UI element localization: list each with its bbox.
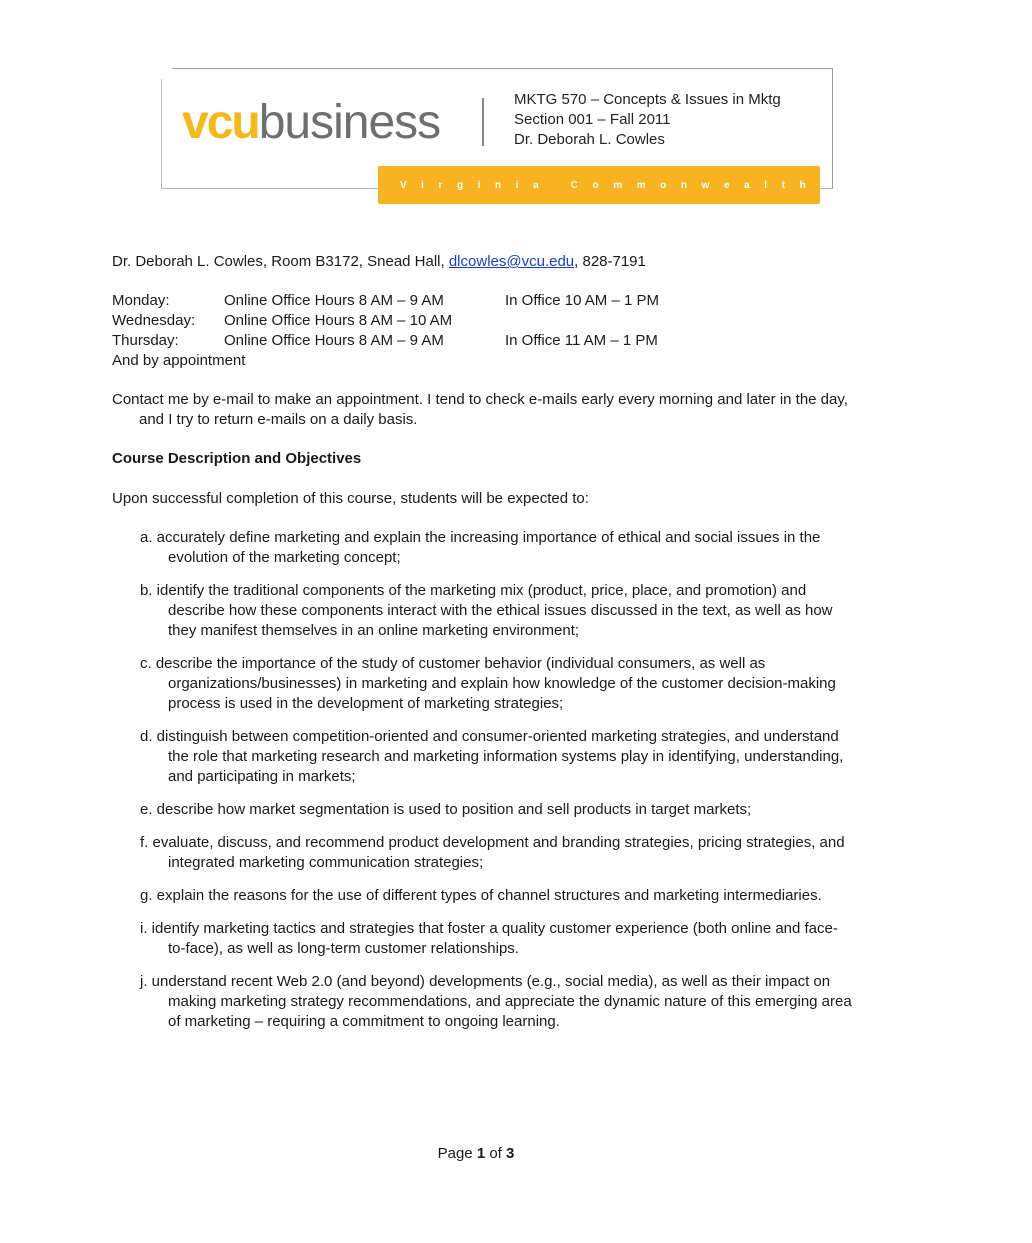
instructor-contact-line [112, 252, 852, 272]
section-heading: Course Description and Objectives [112, 450, 362, 467]
objectives-list [112, 528, 852, 1032]
office-hours-day: Thursday: [112, 332, 179, 349]
office-hours-row [112, 291, 852, 311]
page-label: Page [437, 1145, 473, 1162]
office-hours-day: Monday: [112, 292, 170, 309]
office-hours-online: Online Office Hours 8 AM – 9 AM [224, 292, 444, 309]
course-title: MKTG 570 – Concepts & Issues in Mktg [514, 91, 781, 108]
objective-item: e. describe how market segmentation is used to position and sell products in target markets; [140, 801, 752, 818]
vcu-business-logo [182, 95, 440, 151]
objective-item: c. describe the importance of the study of customer behavior (individual consumers, as well as organizations/businesses) in marketing and explain how knowledge of the customer decision-making process is used in the development of marketing strategies; [140, 655, 836, 712]
office-hours-online: Online Office Hours 8 AM – 10 AM [224, 312, 453, 329]
objective-item: d. distinguish between competition-oriented and consumer-oriented marketing strategies, and understand the role that marketing research and marketing information systems play in identifying, understanding, and participating in markets; [140, 728, 844, 785]
document-body [112, 252, 852, 1045]
objective-item: a. accurately define marketing and explain the increasing importance of ethical and social issues in the evolution of the marketing concept; [140, 529, 821, 566]
objective-item: g. explain the reasons for the use of different types of channel structures and marketing intermediaries. [140, 887, 822, 904]
of-label: of [489, 1145, 502, 1162]
current-page: 1 [476, 1145, 486, 1162]
office-hours-row [112, 331, 852, 351]
course-section: Section 001 – Fall 2011 [514, 111, 671, 128]
objective-item: b. identify the traditional components of the marketing mix (product, price, place, and promotion) and describe how these components interact with the ethical issues discussed in the text, as well as how they manifest themselves in an online marketing environment; [140, 582, 833, 639]
course-info [514, 90, 781, 150]
logo-divider [482, 98, 484, 146]
email-link[interactable]: dlcowles@vcu.edu [448, 253, 575, 270]
office-hours-day: Wednesday: [112, 312, 196, 329]
university-banner: Virginia Commonwealth University [378, 166, 820, 204]
contact-prefix: Dr. Deborah L. Cowles, Room B3172, Snead Hall, [112, 253, 449, 270]
appointment-note: And by appointment [112, 352, 246, 369]
logo-business-text: business [258, 96, 441, 149]
logo-vcu-text: vcu [182, 96, 259, 149]
objective-item: f. evaluate, discuss, and recommend product development and branding strategies, pricing strategies, and integrated marketing communication strategies; [140, 834, 845, 871]
total-pages: 3 [506, 1145, 515, 1162]
objectives-intro: Upon successful completion of this course, students will be expected to: [112, 490, 589, 507]
office-hours-in-office: In Office 11 AM – 1 PM [505, 332, 658, 349]
office-hours-table [112, 291, 852, 351]
page-number-footer [0, 1145, 952, 1162]
contact-phone: , 828-7191 [574, 253, 646, 270]
objective-item: j. understand recent Web 2.0 (and beyond) developments (e.g., social media), as well as their impact on making marketing strategy recommendations, and appreciate the dynamic nature of this emerging area of marketing – requiring a commitment to ongoing learning. [140, 973, 852, 1030]
contact-paragraph: Contact me by e-mail to make an appointment. I tend to check e-mails early every morning and later in the day, and I try to return e-mails on a daily basis. [112, 391, 848, 428]
office-hours-online: Online Office Hours 8 AM – 9 AM [224, 332, 444, 349]
office-hours-row [112, 311, 852, 331]
objective-item: i. identify marketing tactics and strategies that foster a quality customer experience (both online and face-to-face), as well as long-term customer relationships. [140, 920, 838, 957]
office-hours-in-office: In Office 10 AM – 1 PM [505, 292, 659, 309]
course-instructor: Dr. Deborah L. Cowles [514, 131, 665, 148]
